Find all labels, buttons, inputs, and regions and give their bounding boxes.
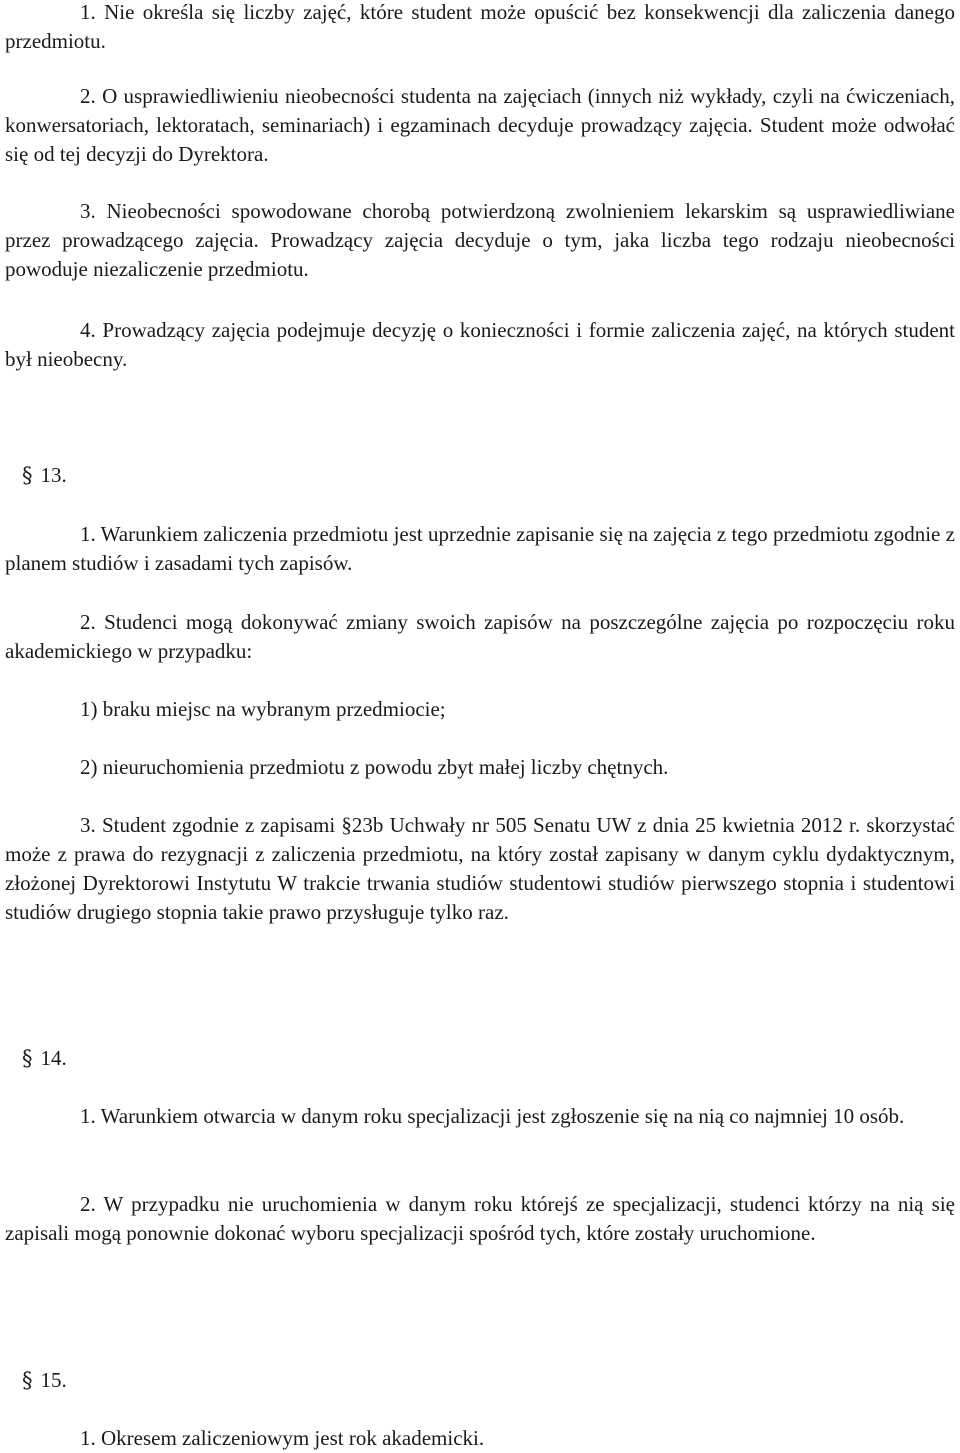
section-number: 15. <box>40 1368 67 1392</box>
section-sign: § <box>22 1046 33 1070</box>
paragraph-absence-justification: 2. O usprawiedliwieniu nieobecności studenta na zajęciach (innych niż wykłady, czyli na ćwiczeniach, konwersatoriach, lektoratach, seminariach) i egzaminach decyduje prowadzący zajęcia. Student może odwołać się od tej decyzji do Dyrektora. <box>5 84 955 166</box>
paragraph-absence-limit: 1. Nie określa się liczby zajęć, które student może opuścić bez konsekwencji dla zaliczenia danego przedmiotu. <box>5 0 955 53</box>
paragraph-sick-leave: 3. Nieobecności spowodowane chorobą potwierdzoną zwolnieniem lekarskim są usprawiedliwiane przez prowadzącego zajęcia. Prowadzący zajęcia decyduje o tym, jaka liczba tego rodzaju nieobecności powoduje niezaliczenie przedmiotu. <box>5 199 955 281</box>
paragraph-makeup-decision: 4. Prowadzący zajęcia podejmuje decyzję o konieczności i formie zaliczenia zajęć, na których student był nieobecny. <box>5 318 955 371</box>
list-item-no-places: 1) braku miejsc na wybranym przedmiocie; <box>80 697 446 721</box>
list-item-not-launched: 2) nieuruchomienia przedmiotu z powodu zbyt małej liczby chętnych. <box>80 755 669 779</box>
paragraph-specialization-minimum: 1. Warunkiem otwarcia w danym roku specjalizacji jest zgłoszenie się na nią co najmniej 10 osób. <box>80 1104 905 1128</box>
paragraph-resignation-right: 3. Student zgodnie z zapisami §23b Uchwały nr 505 Senatu UW z dnia 25 kwietnia 2012 r. skorzystać może z prawa do rezygnacji z zaliczenia przedmiotu, na który został zapisany w danym cyklu dydaktycznym, złożonej Dyrektorowi Instytutu W trakcie trwania studiów studentowi studiów pierwszego stopnia i studentowi studiów drugiego stopnia takie prawo przysługuje tylko raz. <box>5 813 955 924</box>
paragraph-enrollment-change: 2. Studenci mogą dokonywać zmiany swoich zapisów na poszczególne zajęcia po rozpoczęciu roku akademickiego w przypadku: <box>5 610 955 663</box>
section-number: 14. <box>40 1046 67 1070</box>
paragraph-enrollment-condition: 1. Warunkiem zaliczenia przedmiotu jest uprzednie zapisanie się na zajęcia z tego przedmiotu zgodnie z planem studiów i zasadami tych zapisów. <box>5 522 955 575</box>
section-sign: § <box>22 1368 33 1392</box>
section-heading-13 <box>22 461 67 489</box>
paragraph-specialization-reselection: 2. W przypadku nie uruchomienia w danym roku którejś ze specjalizacji, studenci którzy na nią się zapisali mogą ponownie dokonać wyboru specjalizacji spośród tych, które zostały uruchomione. <box>5 1192 955 1245</box>
section-heading-14 <box>22 1044 67 1072</box>
section-sign: § <box>22 463 33 487</box>
paragraph-assessment-period: 1. Okresem zaliczeniowym jest rok akademicki. <box>80 1426 485 1450</box>
section-number: 13. <box>40 463 67 487</box>
section-heading-15 <box>22 1366 67 1394</box>
